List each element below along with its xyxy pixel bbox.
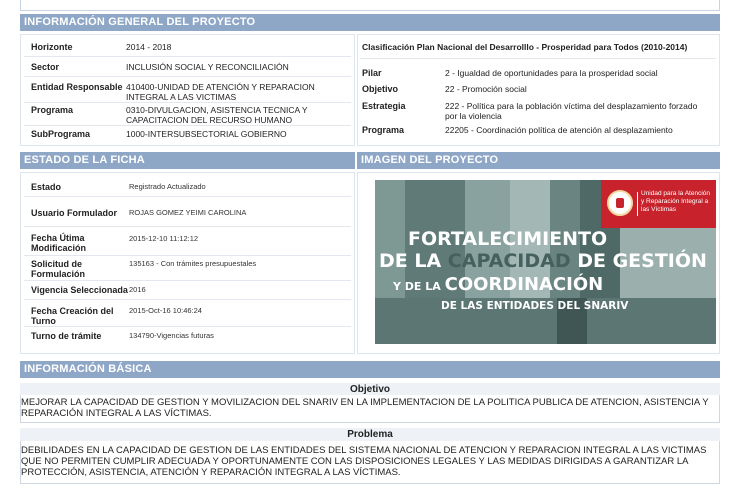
- estado-label: Estado: [31, 182, 62, 192]
- entidad-label: Entidad Responsable: [31, 82, 123, 92]
- usuario-label: Usuario Formulador: [31, 208, 118, 218]
- usuario-value: ROJAS GOMEZ YEIMI CAROLINA: [129, 208, 247, 217]
- estrategia-label: Estrategia: [362, 101, 406, 111]
- fecha-creacion-label: Fecha Creación del Turno: [31, 306, 114, 326]
- row-divider: [24, 280, 351, 281]
- row-divider: [24, 102, 351, 103]
- subprograma-value: 1000-INTERSUBSECTORIAL GOBIERNO: [126, 129, 287, 139]
- row-divider: [24, 255, 351, 256]
- image-title-line1: FORTALECIMIENTO: [408, 228, 608, 250]
- objetivo-title: Objetivo: [349, 384, 390, 395]
- turno-value: 134790-Vigencias futuras: [129, 331, 214, 340]
- fecha-modificacion-value: 2015-12-10 11:12:12: [129, 234, 199, 243]
- estado-header: [20, 152, 355, 169]
- fecha-creacion-value: 2015-Oct-16 10:46:24: [129, 306, 202, 315]
- solicitud-label: Solicitud de Formulación: [31, 259, 86, 279]
- image-title-y-de-la: Y DE LA: [393, 280, 445, 293]
- basica-header: [20, 361, 720, 378]
- row-divider: [24, 326, 351, 327]
- pilar-value: 2 - Igualdad de oportunidades para la prosperidad social: [445, 68, 658, 78]
- image-title-coordinacion: COORDINACIÓN: [444, 274, 604, 295]
- objetivo-value: 22 - Promoción social: [445, 84, 527, 94]
- row-divider: [24, 196, 351, 197]
- plan-programa-value: 22205 - Coordinación política de atención al desplazamiento: [445, 125, 673, 135]
- entidad-value: 410400-UNIDAD DE ATENCIÓN Y REPARACION INTEGRAL A LAS VICTIMAS: [126, 82, 315, 102]
- image-title-line4: DE LAS ENTIDADES DEL SNARIV: [441, 300, 629, 312]
- basica-title: INFORMACIÓN BÁSICA: [24, 363, 152, 375]
- subprograma-label: SubPrograma: [31, 129, 91, 139]
- turno-label: Turno de trámite: [31, 331, 102, 341]
- row-divider: [24, 226, 351, 227]
- row-divider: [24, 56, 351, 57]
- vigencia-label: Vigencia Seleccionada: [31, 285, 128, 295]
- image-title-gestion: GESTIÓN: [612, 250, 707, 272]
- top-frame: [20, 0, 720, 11]
- general-header: [20, 14, 720, 31]
- logo-divider: [637, 192, 638, 216]
- fecha-modificacion-label: Fecha Útima Modificación: [31, 233, 87, 253]
- image-title-line3: [393, 274, 603, 295]
- sector-label: Sector: [31, 62, 60, 72]
- image-title-line2: [379, 250, 707, 272]
- plan-title: Clasificación Plan Nacional del Desarrolllo - Prosperidad para Todos (2010-2014): [362, 42, 688, 52]
- colombia-seal-icon: [607, 190, 633, 216]
- general-title: INFORMACIÓN GENERAL DEL PROYECTO: [24, 16, 256, 28]
- pilar-label: Pilar: [362, 68, 382, 78]
- imagen-title: IMAGEN DEL PROYECTO: [361, 154, 499, 166]
- project-image: [375, 180, 716, 344]
- vigencia-value: 2016: [129, 285, 146, 294]
- objetivo-text: MEJORAR LA CAPACIDAD DE GESTION Y MOVILIZACION DEL SNARIV EN LA IMPLEMENTACION DE LA POLITICA PUBLICA DE ATENCION, ASISTENCIA Y REPARACIÓN INTEGRAL A LAS VÍCTIMAS.: [21, 397, 709, 419]
- problema-title: Problema: [347, 429, 393, 440]
- estrategia-value: 222 - Política para la población víctima del desplazamiento forzado por la violencia: [445, 101, 698, 121]
- programa-value: 0310-DIVULGACION, ASISTENCIA TECNICA Y CAPACITACION DEL RECURSO HUMANO: [126, 105, 308, 125]
- image-title-de: DE: [570, 250, 613, 272]
- estado-title: ESTADO DE LA FICHA: [24, 154, 145, 166]
- solicitud-value: 135163 - Con trámites presupuestales: [129, 259, 257, 268]
- unidad-logo: [601, 180, 716, 228]
- plan-programa-label: Programa: [362, 125, 405, 135]
- row-divider: [24, 125, 351, 126]
- row-divider: [360, 58, 716, 59]
- horizonte-label: Horizonte: [31, 42, 73, 52]
- horizonte-value: 2014 - 2018: [126, 42, 172, 52]
- logo-text: Unidad para la Atención y Reparación Integral a las Víctimas: [641, 190, 711, 213]
- imagen-header: [357, 152, 720, 169]
- objetivo-label: Objetivo: [362, 84, 399, 94]
- row-divider: [24, 299, 351, 300]
- programa-label: Programa: [31, 105, 74, 115]
- problema-text: DEBILIDADES EN LA CAPACIDAD DE GESTION DE LAS ENTIDADES DEL SISTEMA NACIONAL DE ATENCION Y REPARACION INTEGRAL A LAS VICTIMAS QUE NO PERMITEN CUMPLIR ADECUADA Y OPORTUNAMENTE CON LAS DISPOSICIONES LEGALES Y LAS MEDIDAS DIRIGIDAS A GARANTIZAR LA PROTECCIÓN, ASISTENCIA, ATENCIÓN Y REPARACIÓN INTEGRAL A LAS VÍCTIMAS.: [21, 445, 707, 478]
- sector-value: INCLUSIÓN SOCIAL Y RECONCILIACIÓN: [126, 62, 289, 72]
- row-divider: [24, 76, 351, 77]
- image-title-capacidad: CAPACIDAD: [447, 250, 571, 272]
- image-title-de-la: DE LA: [379, 250, 448, 272]
- estado-value: Registrado Actualizado: [129, 182, 206, 191]
